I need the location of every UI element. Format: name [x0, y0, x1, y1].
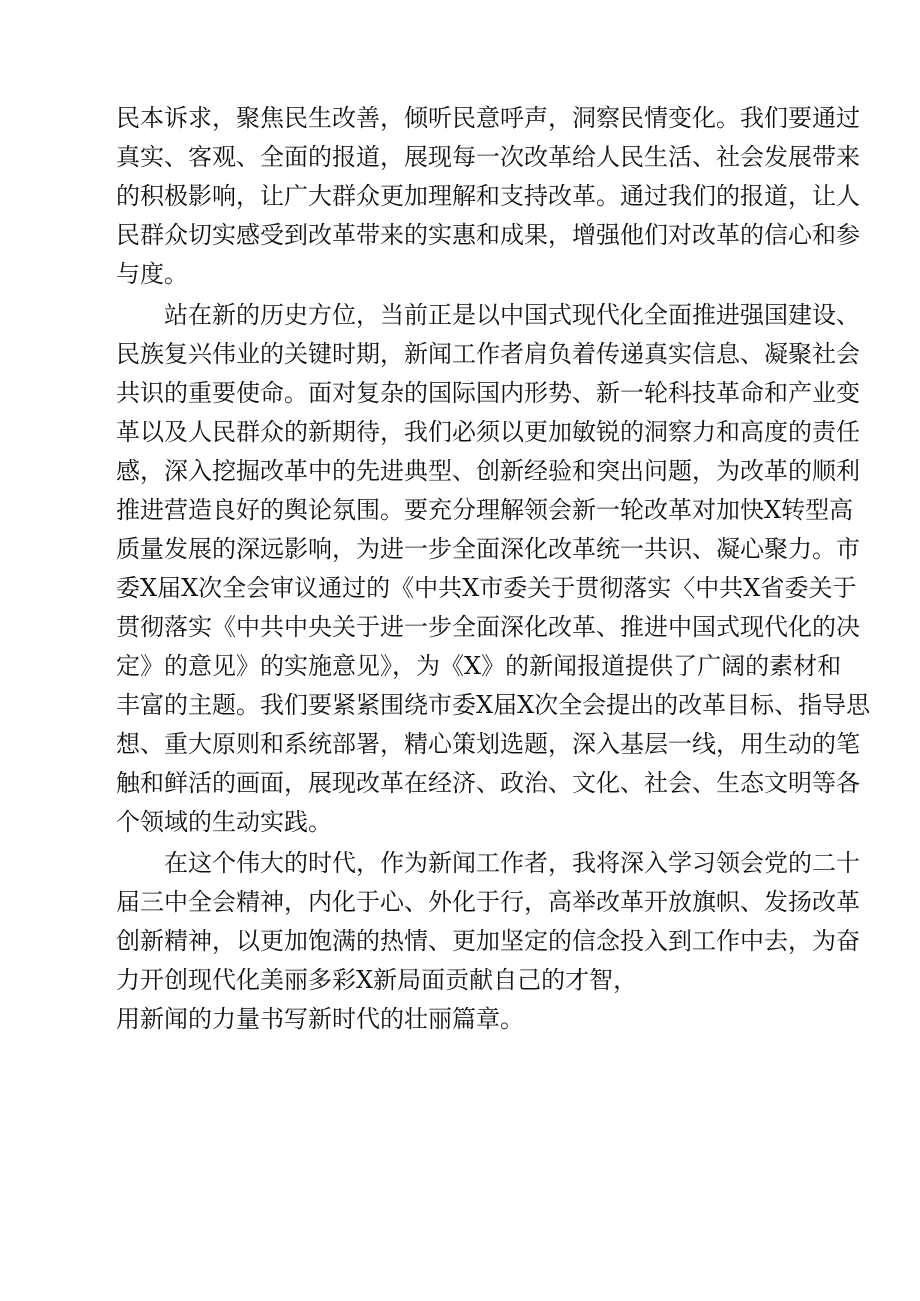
paragraph-line: 站在新的历史方位，当前正是以中国式现代化全面推进强国建设、 [164, 301, 860, 329]
paragraph-line: 与度。 [116, 260, 188, 288]
paragraph-line: 创新精神，以更加饱满的热情、更加坚定的信念投入到工作中去，为奋 [116, 927, 860, 955]
paragraph-line: 触和鲜活的画面，展现改革在经济、政治、文化、社会、生态文明等各 [116, 769, 860, 797]
paragraph-line: 在这个伟大的时代，作为新闻工作者，我将深入学习领会党的二十 [164, 849, 860, 877]
paragraph-line: 贯彻落实《中共中央关于进一步全面深化改革、推进中国式现代化的决 [116, 613, 860, 641]
paragraph-line: 的积极影响，让广大群众更加理解和支持改革。通过我们的报道，让人 [116, 182, 860, 210]
paragraph-2 [116, 297, 871, 843]
paragraph-line: 个领域的生动实践。 [116, 808, 332, 836]
paragraph-line: 感，深入挖掘改革中的先进典型、创新经验和突出问题，为改革的顺利 [116, 457, 860, 485]
paragraph-line: 革以及人民群众的新期待，我们必须以更加敏锐的洞察力和高度的责任 [116, 418, 860, 446]
paragraph-line: 真实、客观、全面的报道，展现每一次改革给人民生活、社会发展带来 [116, 143, 860, 171]
document-body [116, 100, 871, 1040]
paragraph-3 [116, 845, 860, 1040]
paragraph-line: 届三中全会精神，内化于心、外化于行，高举改革开放旗帜、发扬改革 [116, 888, 860, 916]
paragraph-line: 民本诉求，聚焦民生改善，倾听民意呼声，洞察民情变化。我们要通过 [116, 104, 860, 132]
paragraph-1 [116, 100, 860, 295]
paragraph-line: 共识的重要使命。面对复杂的国际国内形势、新一轮科技革命和产业变 [116, 379, 860, 407]
paragraph-line: 民群众切实感受到改革带来的实惠和成果，增强他们对改革的信心和参 [116, 221, 860, 249]
paragraph-line: 质量发展的深远影响，为进一步全面深化改革统一共识、凝心聚力。市 [116, 535, 860, 563]
paragraph-line: 丰富的主题。我们要紧紧围绕市委X届X次全会提出的改革目标、指导思 [116, 691, 871, 719]
paragraph-line: 想、重大原则和系统部署，精心策划选题，深入基层一线，用生动的笔 [116, 730, 860, 758]
paragraph-line: 委X届X次全会审议通过的《中共X市委关于贯彻落实〈中共X省委关于 [116, 574, 857, 602]
paragraph-line: 用新闻的力量书写新时代的壮丽篇章。 [116, 1005, 524, 1033]
paragraph-line: 定》的意见》的实施意见》，为《X》的新闻报道提供了广阔的素材和 [116, 652, 842, 680]
paragraph-line: 推进营造良好的舆论氛围。要充分理解领会新一轮改革对加快X转型高 [116, 496, 854, 524]
paragraph-line: 民族复兴伟业的关键时期，新闻工作者肩负着传递真实信息、凝聚社会 [116, 340, 860, 368]
paragraph-line: 力开创现代化美丽多彩X新局面贡献自己的才智， [116, 966, 638, 994]
